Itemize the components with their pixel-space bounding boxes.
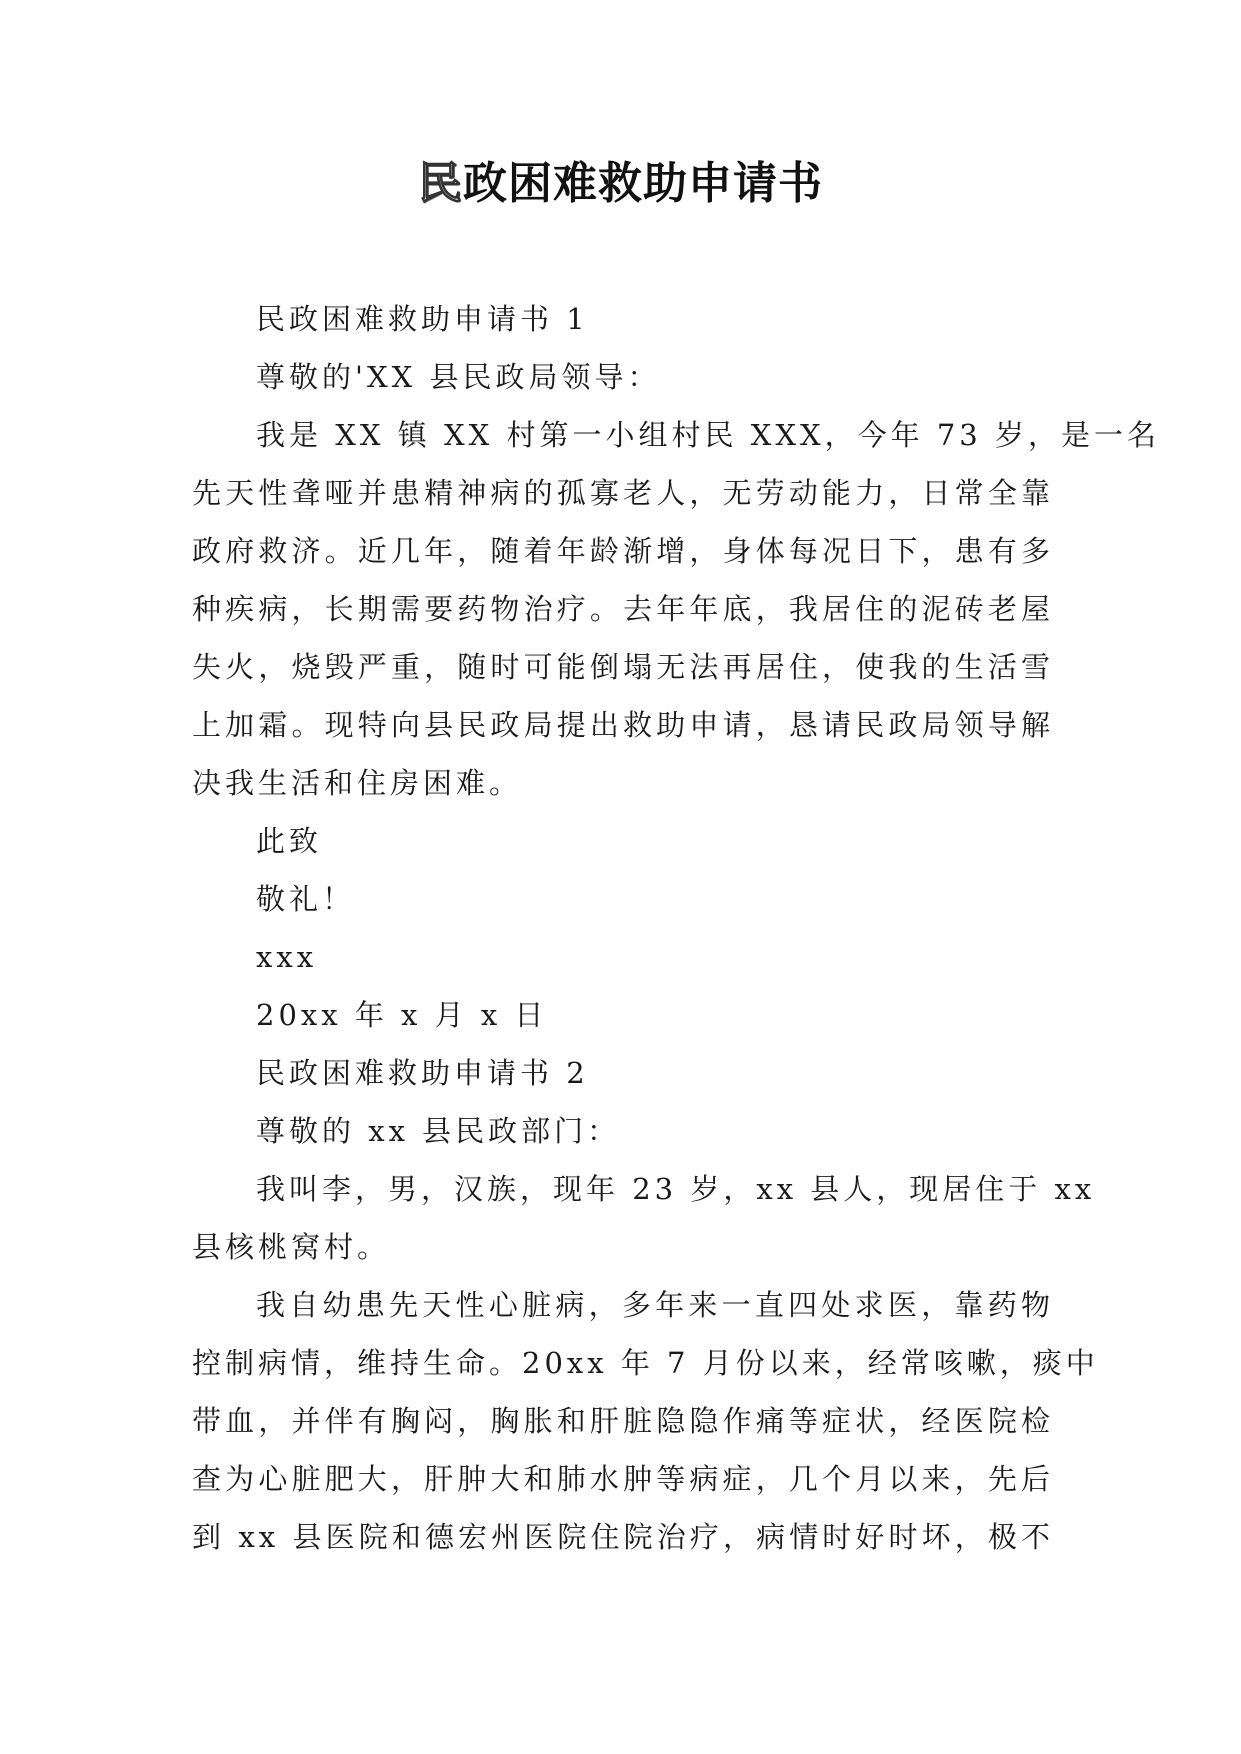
document-line: 上加霜。现特向县民政局提出救助申请，恳请民政局领导解 (192, 708, 1054, 742)
document-line: 先天性聋哑并患精神病的孤寡老人，无劳动能力，日常全靠 (192, 476, 1054, 510)
document-line: 民政困难救助申请书 2 (256, 1056, 589, 1090)
document-body (192, 290, 1160, 1566)
document-line: 到 xx 县医院和德宏州医院住院治疗，病情时好时坏，极不 (192, 1520, 1054, 1554)
document-line: 此致 (256, 824, 323, 858)
document-line: 查为心脏肥大，肝肿大和肺水肿等病症，几个月以来，先后 (192, 1462, 1054, 1496)
document-line: 控制病情，维持生命。20xx 年 7 月份以来，经常咳嗽，痰中 (192, 1346, 1099, 1380)
document-line: 尊敬的'XX 县民政局领导： (256, 360, 661, 394)
document-title-rest: 政困难救助申请书 (463, 158, 823, 209)
document-line: 县核桃窝村。 (192, 1230, 391, 1264)
document-line: 我叫李，男，汉族，现年 23 岁，xx 县人，现居住于 xx (256, 1172, 1096, 1206)
document-line: 民政困难救助申请书 1 (256, 302, 589, 336)
document-line: xxx (256, 940, 318, 974)
document-line: 敬礼！ (256, 882, 356, 916)
document-line: 政府救济。近几年，随着年龄渐增，身体每况日下，患有多 (192, 534, 1054, 568)
document-line: 20xx 年 x 月 x 日 (256, 998, 548, 1032)
document-line: 我自幼患先天性心脏病，多年来一直四处求医，靠药物 (256, 1288, 1054, 1322)
document-line: 带血，并伴有胸闷，胸胀和肝脏隐隐作痛等症状，经医院检 (192, 1404, 1054, 1438)
document-line: 决我生活和住房困难。 (192, 766, 523, 800)
document-line: 失火，烧毁严重，随时可能倒塌无法再居住，使我的生活雪 (192, 650, 1054, 684)
document-line: 尊敬的 xx 县民政部门： (256, 1114, 621, 1148)
document-line: 我是 XX 镇 XX 村第一小组村民 XXX，今年 73 岁，是一名 (256, 418, 1160, 452)
document-line: 种疾病，长期需要药物治疗。去年年底，我居住的泥砖老屋 (192, 592, 1054, 626)
document-title-first-char: 民 (418, 158, 463, 209)
document-title (0, 152, 1241, 216)
